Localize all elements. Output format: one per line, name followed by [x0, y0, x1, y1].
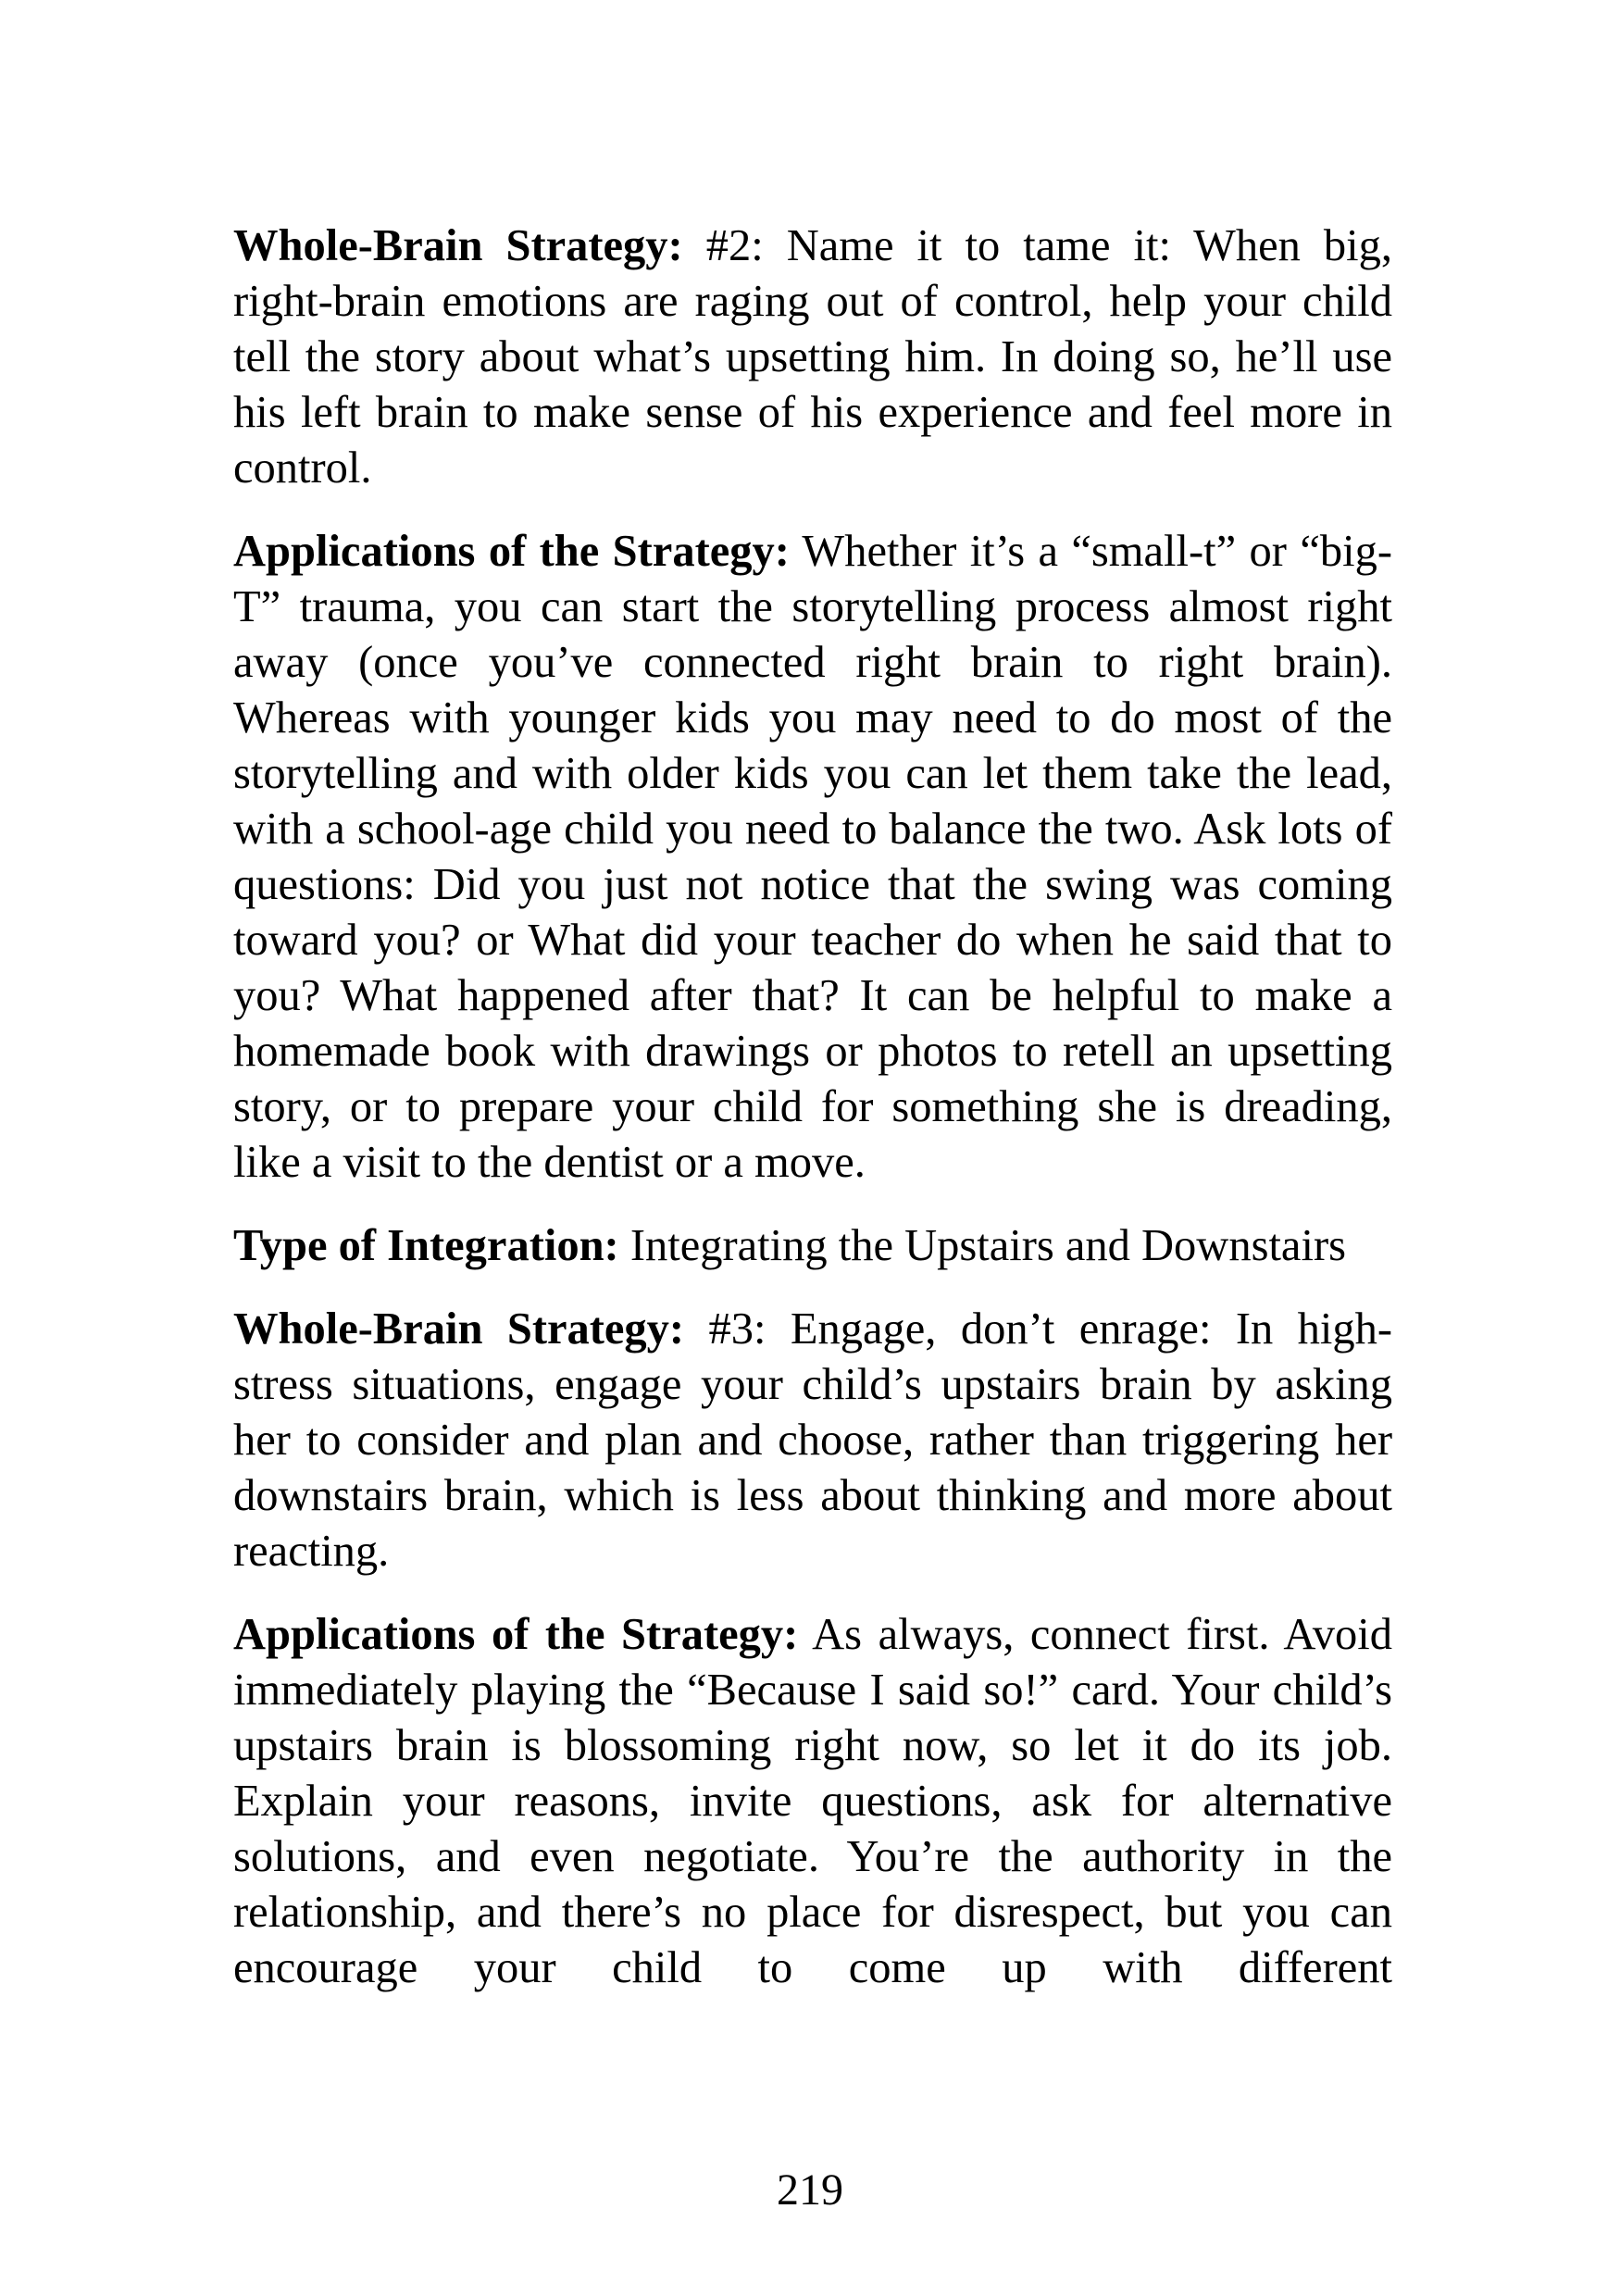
paragraph-text: Whether it’s a “small-t” or “big-T” trauma, you can start the storytelling process almost right away (once you’ve connected right brain to right brain). Whereas with younger kids you may need to do most of the storytelling and with older kids you can let them take the lead, with a school-age child you need to balance the two. Ask lots of questions: Did you just not notice that the swing was coming toward you? or What did your teacher do when he said that to you? What happened after that? It can be helpful to make a homemade book with drawings or photos to retell an upsetting story, or to prepare your child for something she is dreading, like a visit to the dentist or a move.	[233, 527, 1393, 1187]
paragraph-label: Whole-Brain Strategy:	[233, 221, 683, 270]
paragraph-strategy-2	[233, 218, 1392, 496]
paragraph-label: Applications of the Strategy:	[233, 1610, 799, 1659]
paragraph-text: #2: Name it to tame it: When big, right-brain emotions are raging out of control, help your child tell the story about what’s upsetting him. In doing so, he’ll use his left brain to make sense of his experience and feel more in control.	[233, 221, 1392, 493]
paragraph-text: #3: Engage, don’t enrage: In high-stress situations, engage your child’s upstairs brain by asking her to consider and plan and choose, rather than triggering her downstairs brain, which is less about thinking and more about reacting.	[233, 1304, 1393, 1576]
paragraph-text: Integrating the Upstairs and Downstairs	[618, 1221, 1346, 1270]
paragraph-text: As always, connect first. Avoid immediately playing the “Because I said so!” card. Your child’s upstairs brain is blossoming right now, so let it do its job. Explain your reasons, invite questions, ask for alternative solutions, and even negotiate. You’re the authority in the relationship, and there’s no place for disrespect, but you can encourage your child to come up with different	[233, 1610, 1392, 1992]
page-number: 219	[777, 2165, 843, 2215]
paragraph-label: Type of Integration:	[233, 1221, 619, 1270]
paragraph-label: Whole-Brain Strategy:	[233, 1304, 685, 1354]
paragraph-label: Applications of the Strategy:	[233, 527, 790, 576]
paragraph-applications-3	[233, 1607, 1392, 1996]
page-body	[233, 218, 1392, 2024]
paragraph-strategy-3	[233, 1302, 1392, 1579]
paragraph-applications-2	[233, 524, 1392, 1191]
paragraph-integration-type	[233, 1218, 1392, 1274]
